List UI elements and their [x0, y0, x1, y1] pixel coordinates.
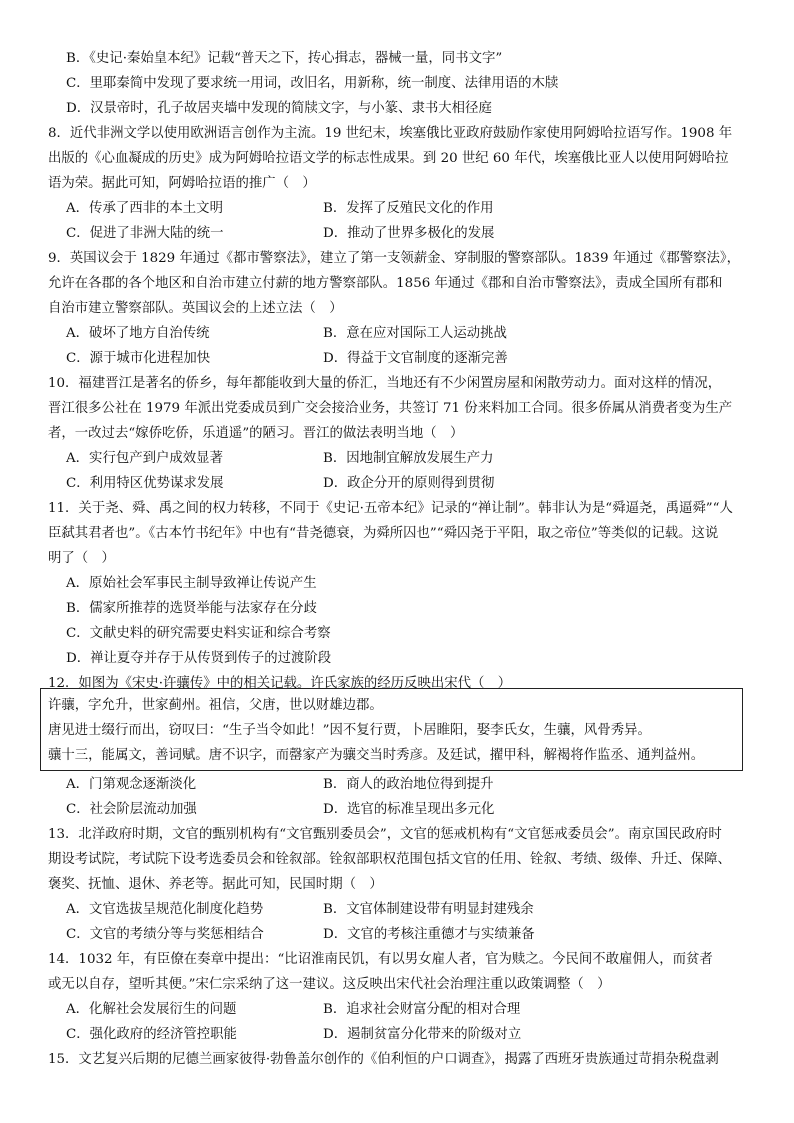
q11-option-a: A．原始社会军事民主制导致禅让传说产生 — [66, 576, 317, 591]
q11-stem-line: 臣弑其君者也”。《古本竹书纪年》中也有“昔尧德衰，为舜所囚也”“舜囚尧于平阳，取之帝位”等类似的记载。这说 — [48, 526, 719, 541]
q12-source-line: 许骧，字允升，世家蓟州。祖信，父唐，世以财雄边郡。 — [48, 698, 383, 713]
q7-option-d: D．汉景帝时，孔子故居夹墙中发现的简牍文字，与小篆、隶书大相径庭 — [66, 101, 492, 116]
q14-option-c: C．强化政府的经济管控职能 — [66, 1027, 237, 1042]
q8-option-b: B．发挥了反殖民文化的作用 — [323, 201, 494, 216]
q8-option-a: A．传承了西非的本土文明 — [66, 201, 223, 216]
q10-option-a: A．实行包产到户成效显著 — [66, 451, 223, 466]
q9-stem-line: 9．英国议会于 1829 年通过《都市警察法》，建立了第一支领薪金、穿制服的警察部队。1839 年通过《郡警察法》， — [48, 251, 741, 266]
q14-option-a: A．化解社会发展衍生的问题 — [66, 1002, 237, 1017]
q13-stem-line: 褒奖、抚恤、退休、养老等。据此可知，民国时期（ ） — [48, 877, 383, 892]
q11-option-c: C．文献史料的研究需要史料实证和综合考察 — [66, 626, 331, 641]
q13-option-d: D．文官的考核注重德才与实绩兼备 — [323, 927, 535, 942]
q9-option-d: D．得益于文官制度的逐渐完善 — [323, 351, 508, 366]
q9-option-a: A．破坏了地方自治传统 — [66, 326, 210, 341]
q11-option-d: D．禅让夏夺并存于从传贤到传子的过渡阶段 — [66, 651, 332, 666]
q13-option-a: A．文官选拔呈规范化制度化趋势 — [66, 902, 264, 917]
q12-option-b: B．商人的政治地位得到提升 — [323, 777, 494, 792]
q13-stem-line: 13．北洋政府时期，文官的甄别机构有“文官甄别委员会”，文官的惩戒机构有“文官惩戒委员会”。南京国民政府时 — [48, 827, 722, 842]
q14-stem-line: 14．1032 年，有臣僚在奏章中提出：“比诏淮南民饥，有以男女雇人者，官为赎之。今民间不敢雇佣人，而贫者 — [48, 952, 713, 967]
q7-option-c: C．里耶秦简中发现了要求统一用词，改旧名，用新称，统一制度、法律用语的木牍 — [66, 76, 559, 91]
q7-option-b: B．《史记·秦始皇本纪》记载“普天之下，抟心揖志，器械一量，同书文字” — [66, 51, 503, 66]
q8-option-c: C．促进了非洲大陆的统一 — [66, 226, 224, 241]
q8-stem-line: 语为荣。据此可知，阿姆哈拉语的推广（ ） — [48, 176, 316, 191]
q10-stem-line: 10．福建晋江是著名的侨乡，每年都能收到大量的侨汇，当地还有不少闲置房屋和闲散劳动力。面对这样的情况， — [48, 376, 722, 391]
q11-option-b: B．儒家所推荐的选贤举能与法家存在分歧 — [66, 601, 317, 616]
q12-option-c: C．社会阶层流动加强 — [66, 802, 197, 817]
q9-option-b: B．意在应对国际工人运动挑战 — [323, 326, 507, 341]
q14-option-d: D．遏制贫富分化带来的阶级对立 — [323, 1027, 522, 1042]
q11-stem-line: 11．关于尧、舜、禹之间的权力转移，不同于《史记·五帝本纪》记录的“禅让制”。韩非认为是“舜逼尧，禹逼舜”“人 — [48, 501, 733, 516]
q10-option-c: C．利用特区优势谋求发展 — [66, 476, 224, 491]
q12-stem: 12．如图为《宋史·许骧传》中的相关记载。许氏家族的经历反映出宋代（ ） — [48, 676, 512, 691]
q12-source-line: 唐见进士缀行而出，窃叹曰：“生子当令如此！”因不复行贾，卜居睢阳，娶李氏女，生骧，风骨秀异。 — [48, 723, 651, 738]
q13-option-b: B．文官体制建设带有明显封建残余 — [323, 902, 534, 917]
q12-source-line: 骧十三，能属文，善词赋。唐不识字，而罄家产为骧交当时秀彦。及廷试，擢甲科，解褐将作监丞、通判益州。 — [48, 748, 705, 763]
q8-option-d: D．推动了世界多极化的发展 — [323, 226, 495, 241]
q12-source-box — [40, 688, 743, 771]
q12-option-d: D．选官的标准呈现出多元化 — [323, 802, 495, 817]
q9-stem-line: 自治市建立警察部队。英国议会的上述立法（ ） — [48, 301, 343, 316]
q14-stem-line: 或无以自存，望听其便。”宋仁宗采纳了这一建议。这反映出宋代社会治理注重以政策调整（ ） — [48, 977, 611, 992]
q10-stem-line: 者，一改过去“嫁侨吃侨，乐逍遥”的陋习。晋江的做法表明当地（ ） — [48, 426, 464, 441]
q10-stem-line: 晋江很多公社在 1979 年派出党委成员到广交会接洽业务，共签订 71 份来料加工合同。很多侨属从消费者变为生产 — [48, 401, 733, 416]
q14-option-b: B．追求社会财富分配的相对合理 — [323, 1002, 521, 1017]
q10-option-d: D．政企分开的原则得到贯彻 — [323, 476, 495, 491]
q9-stem-line: 允许在各郡的各个地区和自治市建立付薪的地方警察部队。1856 年通过《郡和自治市警察法》，责成全国所有郡和 — [48, 276, 723, 291]
q13-stem-line: 期设考试院，考试院下设考选委员会和铨叙部。铨叙部职权范围包括文官的任用、铨叙、考绩、级俸、升迁、保障、 — [48, 852, 731, 867]
q8-stem-line: 出版的《心血凝成的历史》成为阿姆哈拉语文学的标志性成果。到 20 世纪 60 年代，埃塞俄比亚人以使用阿姆哈拉 — [48, 151, 729, 166]
q8-stem-line: 8．近代非洲文学以使用欧洲语言创作为主流。19 世纪末，埃塞俄比亚政府鼓励作家使用阿姆哈拉语写作。1908 年 — [48, 126, 733, 141]
q11-stem-line: 明了（ ） — [48, 551, 115, 566]
q10-option-b: B．因地制宜解放发展生产力 — [323, 451, 494, 466]
q12-option-a: A．门第观念逐渐淡化 — [66, 777, 197, 792]
q9-option-c: C．源于城市化进程加快 — [66, 351, 211, 366]
q13-option-c: C．文官的考绩分等与奖惩相结合 — [66, 927, 264, 942]
q15-stem: 15．文艺复兴后期的尼德兰画家彼得·勃鲁盖尔创作的《伯利恒的户口调查》，揭露了西班牙贵族通过苛捐杂税盘剥 — [48, 1052, 719, 1067]
